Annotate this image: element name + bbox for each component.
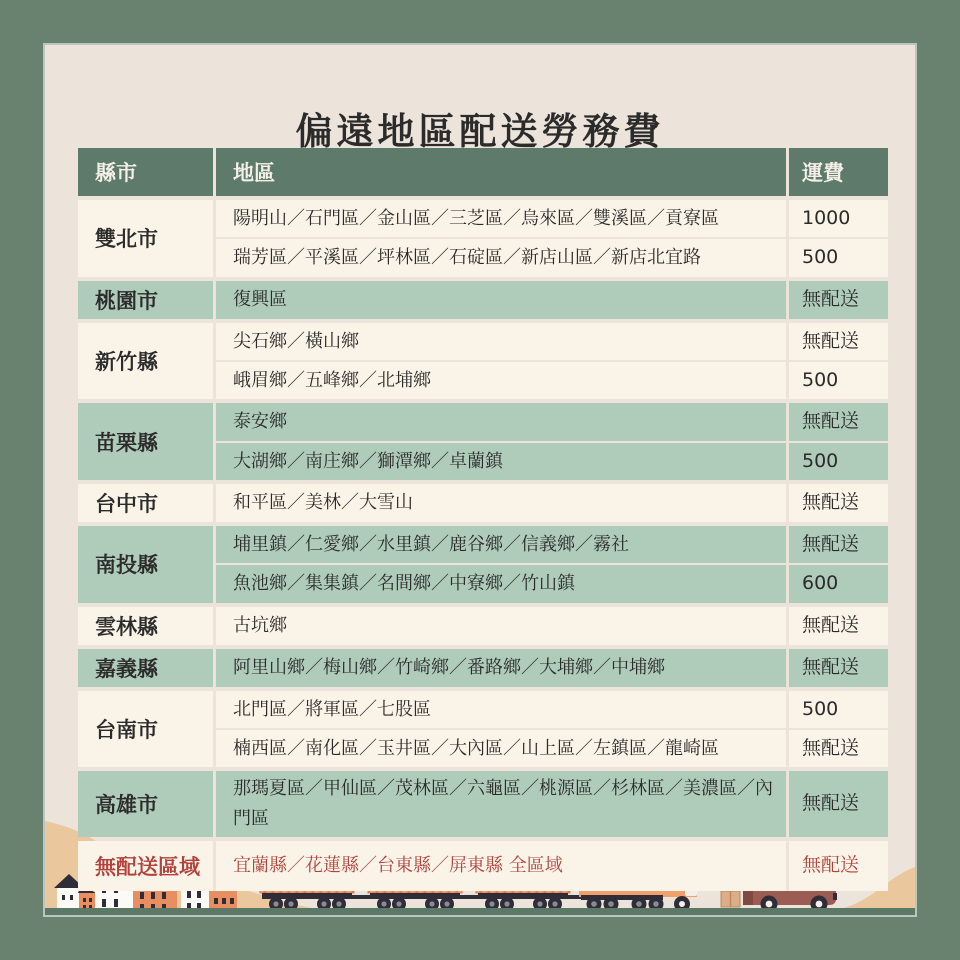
table-row — [213, 841, 888, 891]
fee-cell: 無配送 — [786, 403, 888, 440]
fee-cell: 500 — [786, 443, 888, 480]
fee-cell: 無配送 — [786, 526, 888, 563]
table-row — [213, 323, 888, 360]
table-row — [213, 237, 888, 276]
group-rows — [213, 607, 888, 645]
area-cell: 峨眉鄉／五峰鄉／北埔鄉 — [213, 362, 786, 399]
county-cell: 新竹縣 — [95, 350, 158, 375]
table-group — [78, 281, 888, 319]
county-cell: 桃園市 — [95, 288, 158, 313]
group-rows — [213, 200, 888, 277]
table-group — [78, 607, 888, 645]
fee-cell: 無配送 — [786, 841, 888, 891]
county-cell: 台中市 — [95, 492, 158, 517]
poster-panel — [45, 45, 915, 915]
group-rows — [213, 691, 888, 768]
group-rows — [213, 649, 888, 687]
group-rows — [213, 323, 888, 400]
fee-table — [78, 148, 888, 891]
table-row — [213, 441, 888, 480]
table-group — [78, 200, 888, 277]
area-cell: 那瑪夏區／甲仙區／茂林區／六龜區／桃源區／杉林區／美濃區／內門區 — [213, 771, 786, 836]
group-rows — [213, 526, 888, 603]
table-row — [213, 728, 888, 767]
fee-cell: 無配送 — [786, 323, 888, 360]
area-cell: 魚池鄉／集集鎮／名間鄉／中寮鄉／竹山鎮 — [213, 565, 786, 602]
table-row — [213, 281, 888, 319]
area-cell: 瑞芳區／平溪區／坪林區／石碇區／新店山區／新店北宜路 — [213, 239, 786, 276]
county-cell: 雲林縣 — [95, 614, 158, 639]
fee-cell: 500 — [786, 362, 888, 399]
table-group — [78, 484, 888, 522]
table-header-row — [78, 148, 888, 196]
header-county: 縣市 — [95, 161, 137, 185]
table-group — [78, 841, 888, 891]
fee-cell: 1000 — [786, 200, 888, 237]
fee-cell: 500 — [786, 691, 888, 728]
fee-cell: 無配送 — [786, 771, 888, 836]
header-area: 地區 — [213, 148, 786, 196]
table-row — [213, 771, 888, 836]
area-cell: 陽明山／石門區／金山區／三芝區／烏來區／雙溪區／貢寮區 — [213, 200, 786, 237]
fee-cell: 500 — [786, 239, 888, 276]
table-row — [213, 200, 888, 237]
page-title: 偏遠地區配送勞務費 — [295, 110, 665, 153]
area-cell: 尖石鄉／橫山鄉 — [213, 323, 786, 360]
fee-cell: 無配送 — [786, 607, 888, 645]
table-group — [78, 323, 888, 400]
table-row — [213, 403, 888, 440]
county-cell: 雙北市 — [95, 227, 158, 252]
table-row — [213, 563, 888, 602]
table-group — [78, 771, 888, 836]
area-cell: 復興區 — [213, 281, 786, 319]
area-cell: 和平區／美林／大雪山 — [213, 484, 786, 522]
table-row — [213, 607, 888, 645]
area-cell: 北門區／將軍區／七股區 — [213, 691, 786, 728]
fee-cell: 600 — [786, 565, 888, 602]
area-cell: 埔里鎮／仁愛鄉／水里鎮／鹿谷鄉／信義鄉／霧社 — [213, 526, 786, 563]
fee-cell: 無配送 — [786, 484, 888, 522]
table-body — [78, 200, 888, 891]
group-rows — [213, 281, 888, 319]
county-cell: 高雄市 — [95, 793, 158, 818]
table-group — [78, 403, 888, 480]
area-cell: 楠西區／南化區／玉井區／大內區／山上區／左鎮區／龍崎區 — [213, 730, 786, 767]
area-cell: 阿里山鄉／梅山鄉／竹崎鄉／番路鄉／大埔鄉／中埔鄉 — [213, 649, 786, 687]
table-row — [213, 649, 888, 687]
county-cell: 南投縣 — [95, 553, 158, 578]
area-cell: 宜蘭縣／花蓮縣／台東縣／屏東縣 全區域 — [213, 841, 786, 891]
table-group — [78, 691, 888, 768]
area-cell: 泰安鄉 — [213, 403, 786, 440]
header-fee: 運費 — [786, 148, 888, 196]
table-row — [213, 691, 888, 728]
county-cell: 苗栗縣 — [95, 430, 158, 455]
area-cell: 古坑鄉 — [213, 607, 786, 645]
fee-cell: 無配送 — [786, 281, 888, 319]
group-rows — [213, 403, 888, 480]
table-row — [213, 360, 888, 399]
county-cell: 台南市 — [95, 718, 158, 743]
table-group — [78, 526, 888, 603]
fee-cell: 無配送 — [786, 730, 888, 767]
table-row — [213, 526, 888, 563]
area-cell: 大湖鄉／南庄鄉／獅潭鄉／卓蘭鎮 — [213, 443, 786, 480]
county-cell: 嘉義縣 — [95, 656, 158, 681]
group-rows — [213, 484, 888, 522]
group-rows — [213, 841, 888, 891]
ground-strip — [45, 908, 915, 915]
table-group — [78, 649, 888, 687]
group-rows — [213, 771, 888, 836]
fee-cell: 無配送 — [786, 649, 888, 687]
table-row — [213, 484, 888, 522]
county-cell: 無配送區域 — [95, 854, 200, 879]
